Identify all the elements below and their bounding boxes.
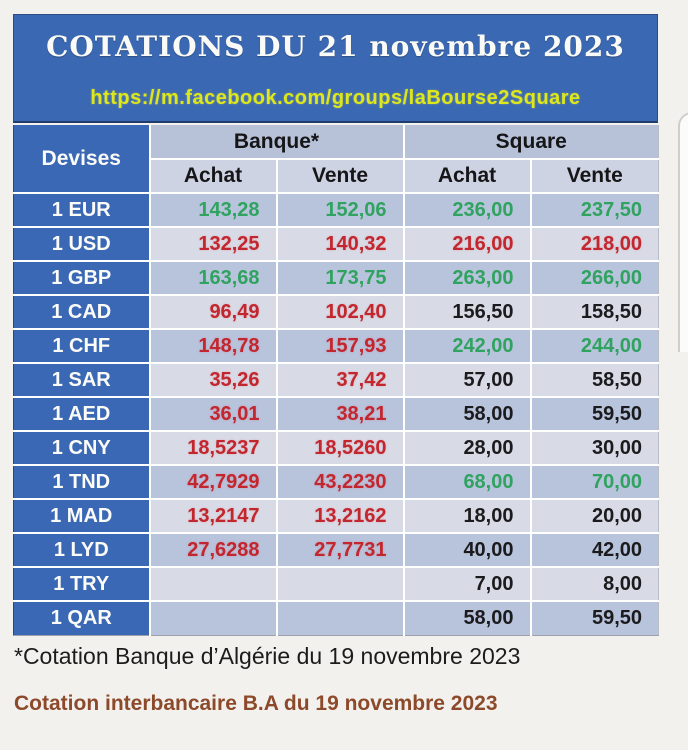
currency-cell: 1 CHF	[14, 329, 150, 363]
rate-cell: 59,50	[531, 601, 659, 635]
table-row	[14, 261, 659, 295]
rate-cell	[150, 601, 277, 635]
table-row	[14, 363, 659, 397]
page-title: COTATIONS DU 21 novembre 2023	[46, 30, 625, 63]
rate-cell: 244,00	[531, 329, 659, 363]
rate-cell: 38,21	[277, 397, 404, 431]
currency-cell: 1 USD	[14, 227, 150, 261]
rate-cell: 96,49	[150, 295, 277, 329]
rate-cell: 20,00	[531, 499, 659, 533]
rate-cell: 18,00	[404, 499, 531, 533]
rate-cell: 43,2230	[277, 465, 404, 499]
group-header-row	[14, 125, 659, 159]
rate-cell: 13,2162	[277, 499, 404, 533]
rate-cell: 237,50	[531, 193, 659, 227]
square-vente-header: Vente	[531, 159, 659, 193]
rate-cell: 68,00	[404, 465, 531, 499]
rate-cell: 7,00	[404, 567, 531, 601]
table-row	[14, 533, 659, 567]
currency-cell: 1 AED	[14, 397, 150, 431]
interbank-footnote: Cotation interbancaire B.A du 19 novembre 2023	[14, 692, 498, 715]
table-row	[14, 567, 659, 601]
rate-cell: 59,50	[531, 397, 659, 431]
table-row	[14, 193, 659, 227]
rate-cell: 266,00	[531, 261, 659, 295]
header-banner	[13, 14, 658, 123]
rate-cell: 157,93	[277, 329, 404, 363]
rate-cell: 148,78	[150, 329, 277, 363]
rate-cell: 218,00	[531, 227, 659, 261]
rate-cell: 58,00	[404, 397, 531, 431]
rate-cell: 102,40	[277, 295, 404, 329]
rate-cell: 42,7929	[150, 465, 277, 499]
currency-cell: 1 MAD	[14, 499, 150, 533]
rate-cell: 13,2147	[150, 499, 277, 533]
table-row	[14, 397, 659, 431]
rate-cell: 30,00	[531, 431, 659, 465]
rate-cell	[277, 567, 404, 601]
rate-cell: 8,00	[531, 567, 659, 601]
table-row	[14, 295, 659, 329]
rate-cell: 143,28	[150, 193, 277, 227]
rate-cell	[150, 567, 277, 601]
table-row	[14, 329, 659, 363]
rate-cell: 156,50	[404, 295, 531, 329]
rate-cell: 70,00	[531, 465, 659, 499]
rate-cell: 132,25	[150, 227, 277, 261]
square-group-header: Square	[404, 125, 659, 159]
rate-cell: 27,7731	[277, 533, 404, 567]
table-row	[14, 601, 659, 635]
rate-cell: 216,00	[404, 227, 531, 261]
rate-cell: 242,00	[404, 329, 531, 363]
bank-achat-header: Achat	[150, 159, 277, 193]
bank-group-header: Banque*	[150, 125, 404, 159]
bank-footnote: *Cotation Banque d’Algérie du 19 novembre 2023	[14, 643, 521, 669]
rate-cell: 35,26	[150, 363, 277, 397]
rate-cell: 42,00	[531, 533, 659, 567]
currency-cell: 1 QAR	[14, 601, 150, 635]
square-achat-header: Achat	[404, 159, 531, 193]
rate-cell: 28,00	[404, 431, 531, 465]
rates-header	[14, 125, 659, 193]
table-row	[14, 499, 659, 533]
rate-cell: 18,5260	[277, 431, 404, 465]
currency-cell: 1 SAR	[14, 363, 150, 397]
rate-cell: 236,00	[404, 193, 531, 227]
background-panel-corner	[678, 112, 688, 352]
rate-cell: 152,06	[277, 193, 404, 227]
rate-cell: 57,00	[404, 363, 531, 397]
rates-table	[13, 125, 659, 636]
facebook-group-url: https://m.facebook.com/groups/laBourse2Square	[90, 87, 581, 109]
devises-header: Devises	[14, 125, 150, 193]
currency-cell: 1 LYD	[14, 533, 150, 567]
rate-cell: 163,68	[150, 261, 277, 295]
rate-cell: 58,00	[404, 601, 531, 635]
rate-cell: 158,50	[531, 295, 659, 329]
currency-cell: 1 GBP	[14, 261, 150, 295]
currency-cell: 1 CAD	[14, 295, 150, 329]
rate-cell: 37,42	[277, 363, 404, 397]
rate-cell: 36,01	[150, 397, 277, 431]
table-row	[14, 431, 659, 465]
currency-cell: 1 TRY	[14, 567, 150, 601]
rate-cell: 263,00	[404, 261, 531, 295]
rate-cell: 173,75	[277, 261, 404, 295]
bank-vente-header: Vente	[277, 159, 404, 193]
rate-cell: 27,6288	[150, 533, 277, 567]
table-row	[14, 465, 659, 499]
rate-cell: 40,00	[404, 533, 531, 567]
table-row	[14, 227, 659, 261]
currency-cell: 1 EUR	[14, 193, 150, 227]
currency-cell: 1 TND	[14, 465, 150, 499]
currency-cell: 1 CNY	[14, 431, 150, 465]
rate-cell	[277, 601, 404, 635]
rate-cell: 58,50	[531, 363, 659, 397]
rates-body	[14, 193, 659, 635]
rate-cell: 18,5237	[150, 431, 277, 465]
rate-cell: 140,32	[277, 227, 404, 261]
